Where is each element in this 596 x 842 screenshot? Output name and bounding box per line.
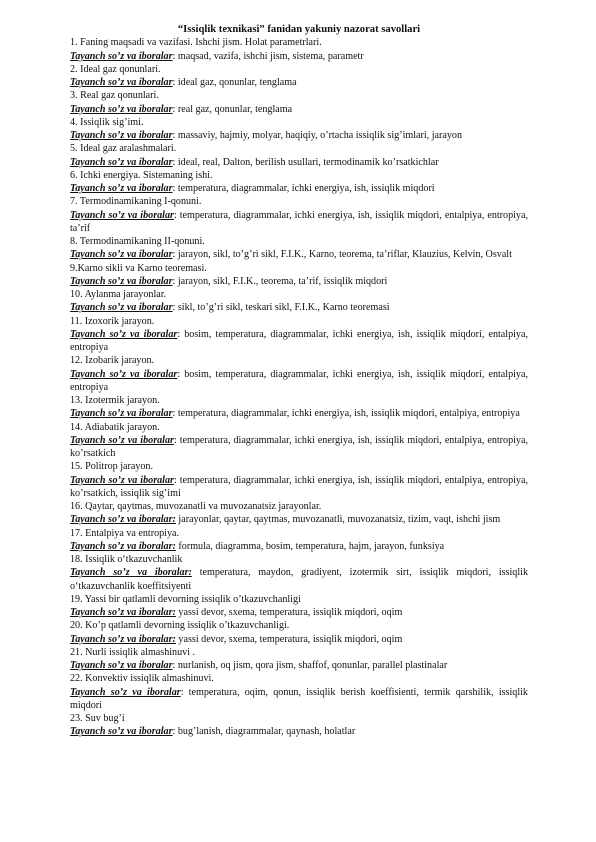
keywords-label: Tayanch so’z va iboralar: (70, 633, 176, 645)
keywords-label: Tayanch so’z va iboralar (70, 103, 173, 115)
question-text: 4. Issiqlik sig’imi. (70, 116, 144, 128)
question-text: 5. Ideal gaz aralashmalari. (70, 143, 177, 155)
question-text: 12. Izobarik jarayon. (70, 355, 155, 367)
question-text: 2. Ideal gaz qonunlari. (70, 63, 161, 75)
question-item (70, 527, 528, 554)
keywords-text: : ideal gaz, qonunlar, tenglama (172, 77, 297, 89)
question-item (70, 169, 528, 196)
keywords-label: Tayanch so’z va iboralar (70, 130, 173, 142)
question-text: 19. Yassi bir qatlamli devorning issiqlik o’tkazuvchanligi (70, 593, 301, 605)
keywords-line (70, 76, 528, 89)
keywords-text: : ideal, real, Dalton, berilish usullari, termodinamik ko’rsatkichlar (172, 156, 439, 168)
question-text: 10. Aylanma jarayonlar. (70, 289, 167, 301)
keywords-text: : bosim, temperatura, diagrammalar, ichki energiya, ish, issiqlik miqdori, entalpiya, entropiya (70, 328, 528, 354)
question-item (70, 712, 528, 739)
keywords-line (70, 103, 528, 116)
keywords-text: : bosim, temperatura, diagrammalar, ichki energiya, ish, issiqlik miqdori, entalpiya, entropiya (70, 368, 528, 393)
question-text: 18. Issiqlik o‘tkazuvchanlik (70, 554, 183, 566)
question-text: 6. Ichki energiya. Sistemaning ishi. (70, 169, 213, 181)
keywords-text: : real gaz, qonunlar, tenglama (172, 103, 293, 115)
keywords-label: Tayanch so’z va iboralar (70, 209, 174, 221)
question-item (70, 593, 528, 620)
question-item (70, 553, 528, 593)
keywords-text: formula, diagramma, bosim, temperatura, hajm, jarayon, funksiya (175, 540, 445, 552)
keywords-label: Tayanch so’z va iboralar (70, 156, 173, 168)
keywords-label: Tayanch so’z va iboralar (70, 474, 174, 486)
keywords-text: : bug’lanish, diagrammalar, qaynash, holatlar (172, 726, 356, 738)
keywords-label: Tayanch so’z va iboralar: (70, 514, 176, 526)
keywords-text: : temperatura, diagrammalar, ichki energiya, ish, issiqlik miqdori, entalpiya, entropiya (172, 408, 520, 420)
keywords-label: Tayanch so’z va iboralar: (70, 607, 176, 619)
question-text: 23. Suv bug’i (70, 713, 125, 725)
question-text: 8. Termodinamikaning II-qonuni. (70, 236, 205, 248)
question-item (70, 619, 528, 646)
keywords-text: : sikl, to’g’ri sikl, teskari sikl, F.I.K., Karno teoremasi (172, 302, 390, 314)
question-text: 20. Ko’p qatlamli devorning issiqlik o’tkazuvchanligi. (70, 620, 290, 632)
keywords-text: : jarayon, sikl, to’g’ri sikl, F.I.K., Karno, teorema, ta’riflar, Klauzius, Kelvin, Osvalt (172, 249, 512, 261)
keywords-label: Tayanch so’z va iboralar: (70, 540, 176, 552)
question-text: 15. Politrop jarayon. (70, 461, 153, 473)
question-text: 22. Konvektiv issiqlik almashinuvi. (70, 673, 214, 685)
keywords-text: : temperatura, diagrammalar, ichki energiya, ish, issiqlik miqdori, entalpiya, entropiya, ko’rsatkich, issiqlik sig’imi (70, 474, 528, 499)
question-text: 1. Faning maqsadi va vazifasi. Ishchi jism. Holat parametrlari. (70, 37, 322, 49)
keywords-line (70, 50, 528, 63)
keywords-line (70, 182, 528, 195)
keywords-text: : temperatura, diagrammalar, ichki energiya, ish, issiqlik miqdori, entalpiya, entropiya, ko’rsatkich (70, 434, 528, 460)
keywords-line (70, 156, 528, 169)
question-list (70, 36, 528, 738)
keywords-text: yassi devor, sxema, temperatura, issiqlik miqdori, oqim (175, 607, 403, 619)
keywords-line (70, 209, 528, 236)
keywords-line (70, 686, 528, 713)
question-item (70, 142, 528, 169)
keywords-label: Tayanch so’z va iboralar (70, 249, 173, 261)
keywords-label: Tayanch so’z va iboralar: (70, 567, 192, 579)
keywords-label: Tayanch so’z va iboralar (70, 686, 181, 698)
keywords-line (70, 301, 528, 314)
keywords-label: Tayanch so’z va iboralar (70, 302, 173, 314)
keywords-text: temperatura, maydon, gradiyent, izotermik sirt, issiqlik miqdori, issiqlik o‘tkazuvchanlik koeffitsiyenti (70, 567, 528, 592)
keywords-line (70, 540, 528, 553)
keywords-text: : temperatura, oqim, qonun, issiqlik berish koeffisienti, termik qarshilik, issiqlik miqdori (70, 686, 528, 711)
question-text: 13. Izotermik jarayon. (70, 395, 160, 407)
keywords-line (70, 633, 528, 646)
keywords-line (70, 725, 528, 738)
keywords-label: Tayanch so’z va iboralar (70, 77, 173, 89)
question-item (70, 235, 528, 262)
keywords-line (70, 248, 528, 261)
question-text: 7. Termodinamikaning I-qonuni. (70, 196, 202, 208)
keywords-label: Tayanch so’z va iboralar (70, 408, 173, 420)
keywords-text: yassi devor, sxema, temperatura, issiqlik miqdori, oqim (175, 633, 403, 645)
keywords-label: Tayanch so’z va iboralar (70, 726, 173, 738)
keywords-text: : temperatura, diagrammalar, ichki energiya, ish, issiqlik miqdori, entalpiya, entropiya, ta’rif (70, 209, 528, 234)
keywords-line (70, 407, 528, 420)
page-title: “Issiqlik texnikasi” fanidan yakuniy nazorat savollari (177, 24, 421, 35)
keywords-text: : massaviy, hajmiy, molyar, haqiqiy, o’rtacha issiqlik sig’imlari, jarayon (172, 130, 462, 142)
question-item (70, 672, 528, 712)
question-item (70, 646, 528, 673)
question-item (70, 460, 528, 500)
question-item (70, 36, 528, 63)
keywords-line (70, 129, 528, 142)
keywords-line (70, 659, 528, 672)
keywords-label: Tayanch so’z va iboralar (70, 50, 173, 62)
keywords-label: Tayanch so’z va iboralar (70, 368, 178, 380)
question-item (70, 394, 528, 421)
question-item (70, 421, 528, 461)
keywords-text: : nurlanish, oq jism, qora jism, shaffof, qonunlar, parallel plastinalar (172, 660, 448, 672)
keywords-label: Tayanch so’z va iboralar (70, 660, 173, 672)
question-text: 16. Qaytar, qaytmas, muvozanatli va muvozanatsiz jarayonlar. (70, 501, 322, 513)
keywords-label: Tayanch so’z va iboralar (70, 434, 174, 446)
question-item (70, 195, 528, 235)
keywords-line (70, 474, 528, 501)
question-item (70, 500, 528, 527)
keywords-line (70, 275, 528, 288)
question-text: 3. Real gaz qonunlari. (70, 90, 159, 102)
question-text: 9.Karno sikli va Karno teoremasi. (70, 262, 207, 274)
keywords-text: jarayonlar, qaytar, qaytmas, muvozanatli, muvozanatsiz, tizim, vaqt, ishchi jism (175, 514, 501, 526)
keywords-label: Tayanch so’z va iboralar (70, 275, 173, 287)
question-item (70, 288, 528, 315)
question-item (70, 354, 528, 394)
keywords-text: : temperatura, diagrammalar, ichki energiya, ish, issiqlik miqdori (172, 183, 435, 195)
keywords-line (70, 566, 528, 593)
question-item (70, 315, 528, 355)
question-text: 14. Adiabatik jarayon. (70, 421, 160, 433)
question-item (70, 262, 528, 289)
keywords-line (70, 328, 528, 355)
question-text: 21. Nurli issiqlik almashinuvi . (70, 646, 196, 658)
question-text: 11. Izoxorik jarayon. (70, 315, 155, 327)
question-item (70, 116, 528, 143)
keywords-line (70, 513, 528, 526)
keywords-line (70, 434, 528, 461)
keywords-label: Tayanch so’z va iboralar (70, 183, 173, 195)
question-text: 17. Entalpiya va entropiya. (70, 527, 180, 539)
question-item (70, 63, 528, 90)
question-item (70, 89, 528, 116)
keywords-line (70, 606, 528, 619)
keywords-text: : jarayon, sikl, F.I.K., teorema, ta’rif, issiqlik miqdori (172, 275, 388, 287)
keywords-line (70, 368, 528, 395)
keywords-label: Tayanch so’z va iboralar (70, 328, 178, 340)
keywords-text: : maqsad, vazifa, ishchi jism, sistema, parametr (172, 50, 364, 62)
